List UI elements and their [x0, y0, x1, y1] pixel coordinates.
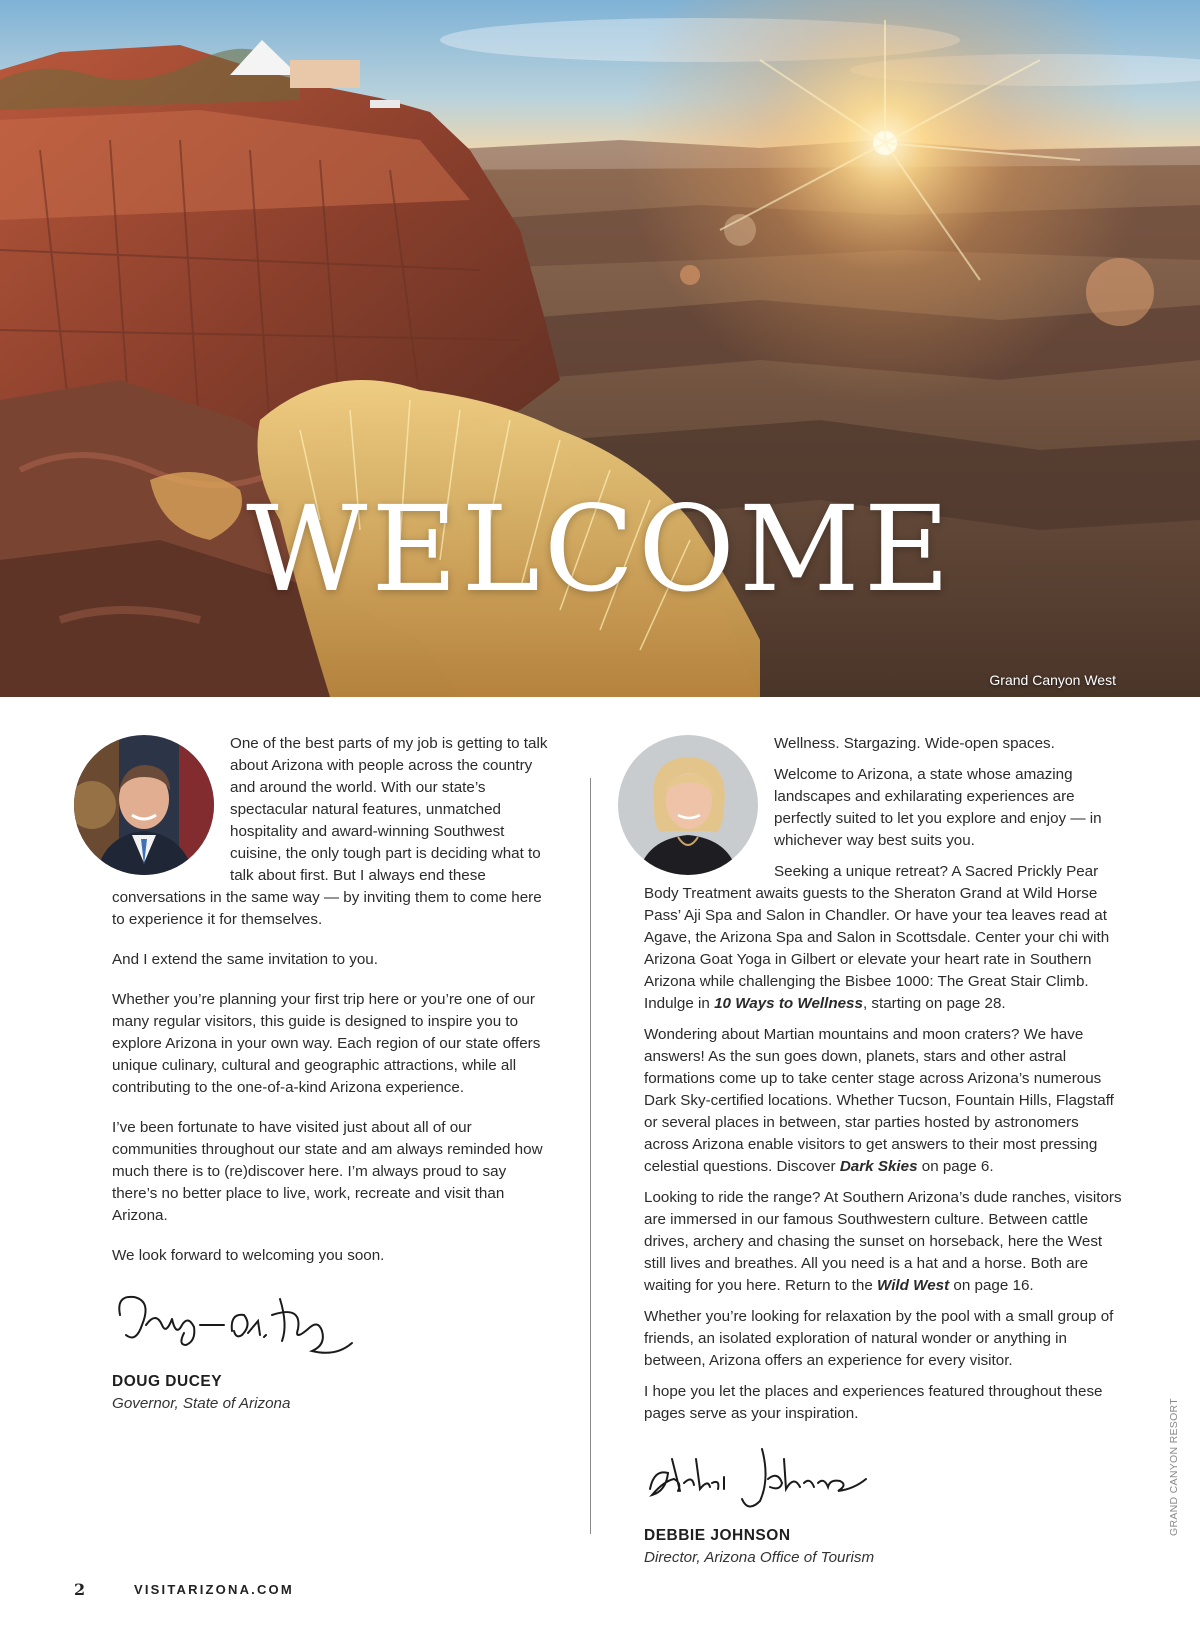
director-paragraph-3: [644, 1024, 1126, 1178]
governor-paragraph-4: I’ve been fortunate to have visited just about all of our communities throughout our state and am always reminded how much there is to (re)discover here. I’m always proud to say there’s no better place to live, work, recreate and visit than Arizona.: [112, 1119, 543, 1224]
column-divider: [590, 778, 591, 1534]
director-paragraph-4-end: on page 16.: [949, 1277, 1034, 1294]
director-signature: [644, 1439, 1126, 1519]
governor-paragraph-5: We look forward to welcoming you soon.: [112, 1247, 385, 1264]
director-portrait: [618, 735, 758, 875]
director-paragraph-2-text: Seeking a unique retreat? A Sacred Prickly Pear Body Treatment awaits guests to the Sheraton Grand at Wild Horse Pass’ Aji Spa and Salon in Chandler. Or have your tea leaves read at Agave, the Arizona Spa and Salon in Scottsdale. Center your chi with Arizona Goat Yoga in Gilbert or elevate your heart rate in Southern Arizona while challenging the Bisbee 1000: The Great Stair Climb. Indulge in: [644, 863, 1110, 1012]
governor-title: Governor, State of Arizona: [112, 1395, 291, 1412]
director-paragraph-3-end: on page 6.: [917, 1158, 994, 1175]
director-paragraph-2-end: , starting on page 28.: [862, 995, 1006, 1012]
website-link[interactable]: VISITARIZONA.COM: [134, 1582, 294, 1597]
governor-signature-image: [112, 1285, 372, 1365]
wellness-feature-title: 10 Ways to Wellness: [714, 995, 863, 1012]
governor-portrait-image: [74, 735, 214, 875]
governor-name: DOUG DUCEY: [112, 1373, 223, 1390]
page-number: 2: [74, 1580, 86, 1599]
director-paragraph-2: [644, 861, 1126, 1015]
photo-caption: Grand Canyon West: [989, 672, 1116, 688]
director-paragraph-3-text: Wondering about Martian mountains and moon craters? We have answers! As the sun goes down, planets, stars and other astral formations come up to take center stage across Arizona’s numerous Dark Sky-certified locations. Whether Tucson, Fountain Hills, Flagstaff or several places in between, star parties hosted by astronomers across Arizona enable visitors to get answers to their most pressing celestial questions. Discover: [644, 1026, 1114, 1175]
director-name: DEBBIE JOHNSON: [644, 1527, 791, 1544]
governor-paragraph-3: Whether you’re planning your first trip here or you’re one of our many regular visitors, this guide is designed to inspire you to explore Arizona in your own way. Each region of our state offers unique culinary, cultural and geographic attractions, while all contributing to the one-of-a-kind Arizona experience.: [112, 991, 541, 1096]
photo-credit: GRAND CANYON RESORT: [1168, 1398, 1180, 1536]
governor-signature: [112, 1285, 550, 1365]
governor-paragraph-2: And I extend the same invitation to you.: [112, 951, 378, 968]
director-paragraph-1: Welcome to Arizona, a state whose amazing landscapes and exhilarating experiences are perfectly suited to let you explore and enjoy — in whichever way best suits you.: [774, 766, 1102, 849]
welcome-heading: WELCOME: [246, 480, 954, 618]
governor-letter: [112, 733, 550, 1415]
governor-paragraph-1: One of the best parts of my job is getting to talk about Arizona with people across the country and around the world. With our state’s spectacular natural features, unmatched hospitality and award-winning Southwest cuisine, the only tough part is deciding what to talk about first. But I always end these conversations in the same way — by inviting them to come here to experience it for themselves.: [112, 735, 548, 928]
dark-skies-feature-title: Dark Skies: [839, 1158, 918, 1175]
director-paragraph-6: I hope you let the places and experiences featured throughout these pages serve as your inspiration.: [644, 1383, 1103, 1422]
hero-photo: [0, 0, 1200, 697]
director-signature-image: [644, 1439, 884, 1519]
director-paragraph-4: [644, 1187, 1126, 1297]
director-title: Director, Arizona Office of Tourism: [644, 1549, 875, 1566]
director-portrait-image: [618, 735, 758, 875]
director-intro: Wellness. Stargazing. Wide-open spaces.: [774, 735, 1055, 752]
director-letter: [644, 733, 1126, 1569]
director-paragraph-5: Whether you’re looking for relaxation by the pool with a small group of friends, an isolated exploration of natural wonder or anything in between, Arizona offers an experience for every visitor.: [644, 1308, 1114, 1369]
governor-portrait: [74, 735, 214, 875]
wild-west-feature-title: Wild West: [877, 1277, 950, 1294]
director-paragraph-4-text: Looking to ride the range? At Southern Arizona’s dude ranches, visitors are immersed in our famous Southwestern culture. Between cattle drives, archery and chasing the sunset on horseback, here the West still lives and breathes. All you need is a hat and a horse. Both are waiting for you here. Return to the: [644, 1189, 1122, 1294]
